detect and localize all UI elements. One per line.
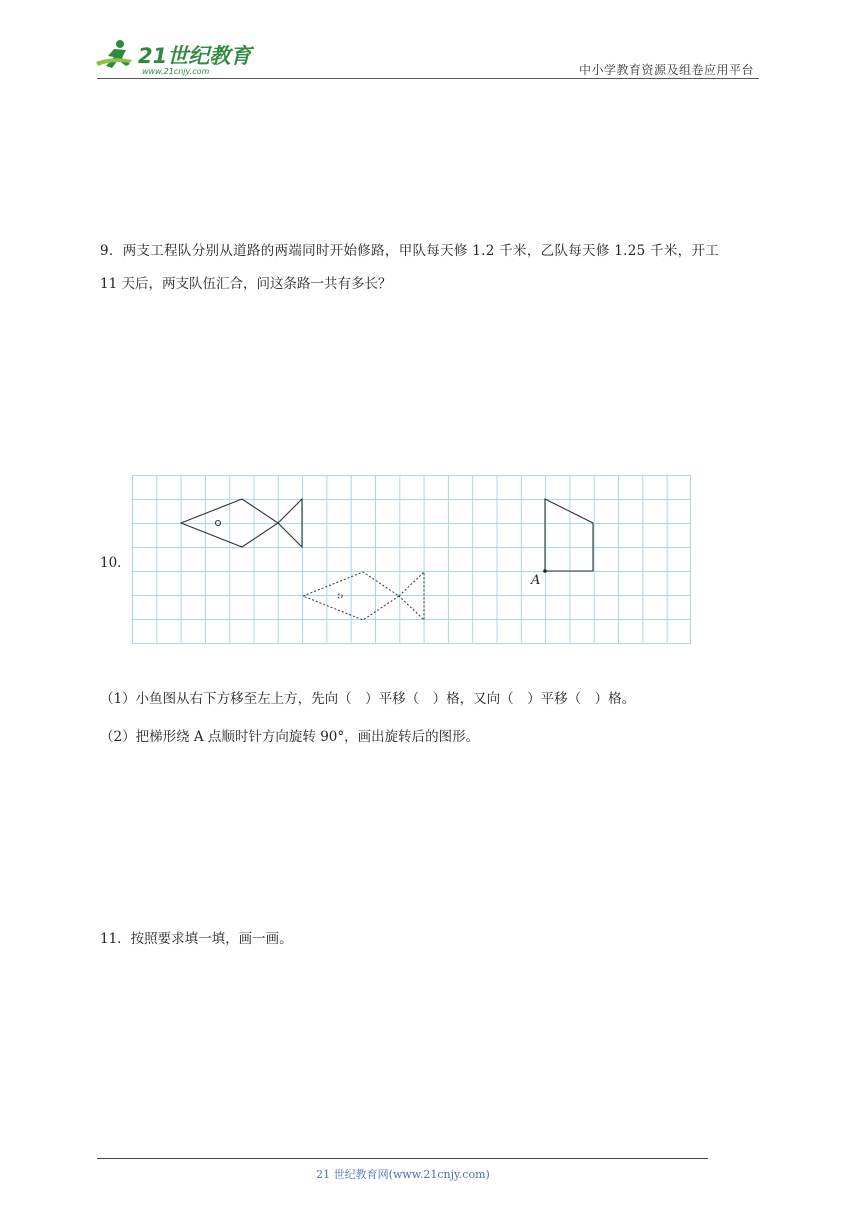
question-10-part-1: （1）小鱼图从右下方移至左上方，先向（ ）平移（ ）格，又向（ ）平移（ ）格。	[100, 691, 636, 707]
question-10-number: 10．	[100, 555, 131, 571]
question-9-line-2: 11 天后，两支队伍汇合，问这条路一共有多长？	[100, 276, 392, 292]
point-a-dot	[543, 569, 547, 573]
square-grid	[133, 476, 691, 644]
runner-logo-icon	[96, 40, 132, 68]
trapezoid-shape	[545, 499, 593, 571]
translation-grid-figure	[130, 473, 694, 647]
logo-url-text: www.21cnjy.com	[142, 67, 210, 76]
footer-link[interactable]: 21 世纪教育网(www.21cnjy.com)	[316, 1168, 490, 1181]
platform-label: 中小学教育资源及组卷应用平台	[578, 63, 754, 77]
question-11: 11．按照要求填一填，画一画。	[100, 931, 293, 947]
question-9-line-1: 9．两支工程队分别从道路的两端同时开始修路，甲队每天修 1.2 千米，乙队每天修 1.25 千米，开工	[100, 243, 720, 259]
logo-main-text: 21世纪教育	[138, 44, 252, 68]
footer-divider	[97, 1158, 708, 1159]
header-divider	[97, 78, 759, 79]
question-10-part-2: （2）把梯形绕 A 点顺时针方向旋转 90°，画出旋转后的图形。	[100, 729, 480, 745]
point-a-label: A	[531, 573, 541, 588]
site-logo	[92, 36, 262, 80]
